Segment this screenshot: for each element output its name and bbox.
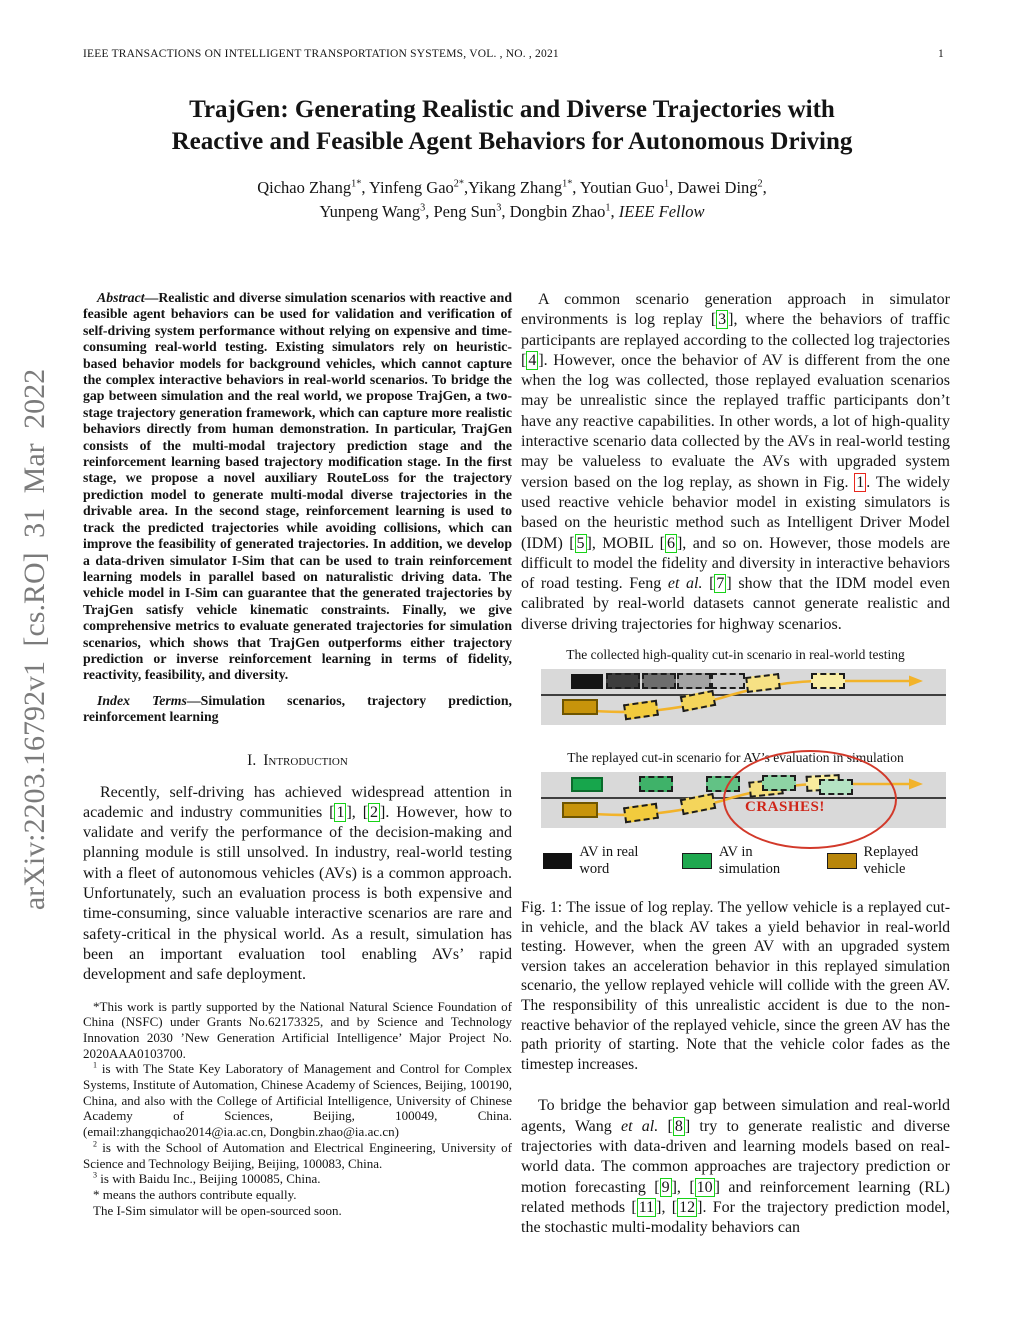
paper-title-line2: Reactive and Feasible Agent Behaviors for Autonomous Driving — [171, 128, 853, 155]
text-run: is with The State Key Laboratory of Management and Control for Complex Systems, Institute of Automation, Chinese Academy of Sciences, Beijing, 100190, China, and also with the College of Artificial Intelligence, University of Chinese Academy of Sciences, Beijing, 100049, China. (email:zhangqichao2014@ia.ac.cn, Dongbin.zhao@ia.ac.cn) — [83, 1061, 512, 1140]
text-run: , Dongbin Zhao — [501, 202, 606, 221]
superscript: 3 — [420, 202, 426, 214]
citation-link[interactable]: 11 — [638, 1198, 655, 1216]
author-list — [60, 176, 964, 224]
av-sim-vehicle — [571, 777, 603, 792]
footnotes — [83, 999, 512, 1219]
text-run: , and so on. However, those models are difficult to model the fidelity and diversity in interactive behaviors of road testing. Feng — [521, 534, 950, 593]
author-line-1 — [60, 176, 964, 200]
bold-text-run: —Simulation scenarios, trajectory prediction, reinforcement learning — [83, 692, 512, 725]
legend-label: Replayed vehicle — [863, 844, 919, 878]
citation-link[interactable]: 7 — [716, 575, 725, 593]
superscript: 2* — [453, 178, 464, 190]
legend-label: AV in simulation — [718, 844, 781, 878]
citation-link[interactable]: 9 — [661, 1178, 670, 1196]
replayed-vehicle — [562, 699, 598, 715]
superscript: 3 — [496, 202, 502, 214]
running-header — [83, 48, 944, 60]
citation-link[interactable]: 1 — [336, 803, 345, 821]
superscript: 1* — [351, 178, 362, 190]
body-paragraph-2 — [521, 1096, 950, 1238]
citation-ref: [ 4 ] — [521, 351, 544, 369]
legend-label: AV in real word — [579, 844, 639, 878]
text-run: try to generate realistic and diverse trajectories with data-driven and learning models based on real-world data. The common approaches are trajectory prediction or motion forecasting — [521, 1117, 951, 1196]
text-run: , Dawei Ding — [669, 178, 758, 197]
replayed-vehicle-ghost — [811, 673, 845, 689]
text-run: , — [351, 803, 363, 821]
text-run: , Peng Sun — [425, 202, 497, 221]
figure-panel2-title: The replayed cut-in scenario for AV’s evaluation in simulation — [567, 750, 904, 766]
citation-ref: [ 9 ] — [654, 1178, 677, 1196]
citation-ref: [ 5 ] — [569, 534, 592, 552]
av-real-vehicle-ghost — [606, 673, 640, 689]
citation-ref: [ 2 ] — [362, 803, 386, 821]
text-run: and reinforcement learning (RL) related methods — [521, 1178, 950, 1216]
superscript: 2 — [757, 178, 763, 190]
footnote-affiliation-1 — [83, 1061, 512, 1140]
citation-ref: [ 3 ] — [710, 311, 734, 329]
citation-link[interactable]: 4 — [528, 351, 537, 369]
index-terms — [83, 693, 512, 726]
citation-ref: [ 8 ] — [667, 1117, 691, 1135]
two-column-body — [83, 290, 950, 1238]
text-run: Recently, self-driving has achieved widespread attention in academic and industry communities — [83, 783, 512, 821]
intro-paragraph — [83, 783, 512, 986]
road-panel-simulation — [541, 772, 946, 828]
text-run: show that the IDM model even calibrated by real-world datasets cannot generate realistic and diverse driving trajectories for highway scenarios. — [521, 575, 951, 633]
superscript: 1 — [663, 178, 670, 190]
citation-link[interactable]: 12 — [679, 1198, 696, 1216]
section-name: Introduction — [263, 751, 348, 769]
legend-swatch-yellow — [827, 853, 857, 869]
footnote-open-source — [83, 1203, 512, 1219]
text-run: Yunpeng Wang — [319, 202, 421, 221]
text-run: * means the authors contribute equally. — [93, 1186, 297, 1202]
paper-title-line1: TrajGen: Generating Realistic and Diverse Trajectories with — [189, 96, 835, 123]
text-run: . For the trajectory prediction model, the stochastic multi-modality behaviors can — [521, 1198, 950, 1237]
text-run: , Youtian Guo — [572, 178, 664, 197]
av-real-vehicle — [571, 674, 603, 689]
section-heading — [83, 752, 512, 770]
citation-link[interactable]: 5 — [576, 534, 585, 552]
superscript: 1 — [93, 1061, 98, 1071]
body-paragraph-1 — [521, 290, 950, 635]
citation-ref: [ 11 ] — [631, 1198, 662, 1216]
footnote-affiliation-2 — [83, 1140, 512, 1171]
citation-link[interactable]: 2 — [370, 803, 379, 821]
legend-swatch-green — [682, 853, 712, 869]
superscript: 2 — [93, 1139, 98, 1149]
text-run: , — [661, 1198, 672, 1216]
av-sim-vehicle-ghost — [639, 776, 673, 792]
superscript: 1* — [562, 178, 573, 190]
legend-item-replayed — [827, 844, 950, 878]
figure-ref-link[interactable]: 1 — [856, 473, 865, 491]
citation-ref: [ 7 ] — [709, 575, 732, 593]
right-column — [521, 290, 950, 1238]
text-run: . However, how to validate and verify the performance of the decision-making and planning module is still unsolved. In industry, real-world testing with a fleet of autonomous vehicles (AVs) is a common approach. Unfortunately, such an evaluation process is both expensive and time-consuming, since valuable interactive scenarios are rare and safety-critical in the physical world. As a result, simulation has been an important evaluation tool enabling AVs’ rapid development and safe deployment. — [83, 803, 512, 984]
text-run: , where the behaviors of traffic participants are replayed according to the collected log trajectories — [521, 311, 951, 349]
italic-text-run: et al. — [667, 575, 703, 593]
abstract — [83, 290, 512, 684]
text-run: is with the School of Automation and Electrical Engineering, University of Science and Technology Beijing, Beijing, 100083, China. — [83, 1139, 512, 1171]
legend-item-av-real — [543, 844, 659, 878]
superscript: 3 — [93, 1170, 98, 1180]
text-run: , — [610, 202, 619, 221]
bold-italic-text-run: Index Terms — [97, 692, 187, 708]
citation-ref: [ 6 ] — [659, 534, 683, 552]
citation-ref: [ 10 ] — [689, 1178, 720, 1196]
replayed-vehicle — [562, 802, 598, 818]
page-number: 1 — [938, 48, 944, 60]
figure-caption: Fig. 1: The issue of log replay. The yellow vehicle is a replayed cut-in vehicle, and the black AV takes a yield behavior in real-world testing. However, when the green AV with an upgraded system version takes an acceleration behavior in this replayed simulation scenario, the yellow replayed vehicle will collide with the green AV. The responsibility of this unrealistic accident is due to the non-reactive behavior of the replayed vehicle, since the green AV has the path priority of starting. Note that the vehicle color fades as the timestep increases. — [521, 899, 950, 1073]
text-run: , Yinfeng Gao — [361, 178, 454, 197]
citation-ref: [ 12 ] — [671, 1198, 703, 1216]
superscript: 1 — [605, 202, 611, 214]
paper-title — [60, 94, 964, 158]
italic-text-run: et al. — [621, 1117, 659, 1135]
footnote-funding — [83, 999, 512, 1062]
crash-label: CRASHES! — [745, 799, 825, 816]
citation-link[interactable]: 8 — [674, 1117, 683, 1135]
text-run: , — [762, 178, 767, 197]
legend-swatch-black — [543, 853, 572, 869]
figure-legend — [543, 844, 950, 878]
citation-link[interactable]: 10 — [696, 1178, 713, 1196]
text-run: , — [676, 1178, 690, 1196]
italic-text-run: IEEE Fellow — [618, 202, 705, 221]
road-panel-real-world — [541, 669, 946, 725]
bold-text-run: —Realistic and diverse simulation scenarios with reactive and feasible agent behaviors can be used for validation and verification of self-driving system performance without relying on expensive and time-consuming real-world testing. Existing simulators rely on heuristic-based behavior models for background vehicles, which cannot capture the complex interactive behaviors in real-world scenarios. To bridge the gap between simulation and the real world, we propose TrajGen, a two-stage trajectory generation framework, which can capture more realistic behaviors directly from human demonstration. In particular, TrajGen consists of the multi-modal trajectory prediction stage and the reinforcement learning based trajectory modification stage. In the first stage, we propose a novel auxiliary RouteLoss for the trajectory prediction model to generate multi-modal diverse trajectories in the drivable area. In the second stage, reinforcement learning is used to track the predicted trajectories while avoiding collisions, which can improve the feasibility of generated trajectories. In addition, we develop a data-driven simulator I-Sim that can be used to train reinforcement learning models in parallel based on naturalistic driving data. The vehicle model in I-Sim can guarantee that the generated trajectories by TrajGen satisfy vehicle kinematic constraints. Finally, we give comprehensive metrics to evaluate generated trajectories for simulation scenarios, which shows that TrajGen outperforms either trajectory prediction or inverse reinforcement learning in terms of fidelity, reactivity, feasibility, and diversity. — [83, 290, 512, 683]
text-run: , MOBIL — [591, 534, 660, 552]
text-run: A common scenario generation approach in simulator environments is log replay — [521, 291, 950, 329]
author-line-2 — [60, 200, 964, 224]
journal-name: IEEE TRANSACTIONS ON INTELLIGENT TRANSPORTATION SYSTEMS, VOL. , NO. , 2021 — [83, 48, 559, 60]
figure-1 — [521, 647, 950, 878]
citation-link[interactable]: 3 — [718, 311, 727, 329]
figure-ref — [854, 473, 866, 492]
text-run: The I-Sim simulator will be open-sourced soon. — [93, 1202, 342, 1218]
legend-item-av-sim — [682, 844, 804, 878]
av-real-vehicle-ghost — [677, 673, 711, 689]
text-run: Qichao Zhang — [257, 178, 352, 197]
text-run — [658, 1118, 667, 1135]
text-run: To bridge the behavior gap between simulation and real-world agents, Wang — [521, 1097, 950, 1135]
footnote-affiliation-3 — [83, 1171, 512, 1187]
text-run: . However, once the behavior of AV is different from the one when the log was collected, those replayed evaluation scenarios may be unrealistic since the replayed traffic participants don’t have any reactive capabilities. In other words, a lot of high-quality interactive scenario data collected by the AVs in real-world testing may be valueless to evaluate the AVs with upgraded system version based on the log replay, as shown in Fig. — [521, 351, 950, 491]
av-real-vehicle-ghost — [711, 673, 745, 689]
footnote-equal-contribution — [83, 1187, 512, 1203]
av-real-vehicle-ghost — [642, 673, 676, 689]
citation-ref: [ 1 ] — [329, 803, 352, 821]
left-column — [83, 290, 512, 1238]
text-run: ,Yikang Zhang — [464, 178, 563, 197]
text-run: *This work is partly supported by the National Natural Science Foundation of China (NSFC) under Grants No.62173325, and by Science and Technology Innovation 2030 ’New Generation Artificial Intelligence’ Major Project No. 2020AAA0103700. — [83, 998, 512, 1061]
figure-panel1-title: The collected high-quality cut-in scenario in real-world testing — [566, 647, 905, 663]
text-run: is with Baidu Inc., Beijing 100085, China. — [97, 1171, 321, 1187]
citation-link[interactable]: 6 — [666, 534, 675, 552]
arxiv-watermark: arXiv:2203.16792v1 [cs.RO] 31 Mar 2022 — [18, 368, 51, 911]
text-run: . The widely used reactive vehicle behavior model in existing simulators is based on the heuristic method such as Intelligent Driver Model (IDM) — [521, 473, 950, 552]
bold-italic-text-run: Abstract — [97, 290, 145, 305]
section-number: I. — [247, 751, 257, 769]
